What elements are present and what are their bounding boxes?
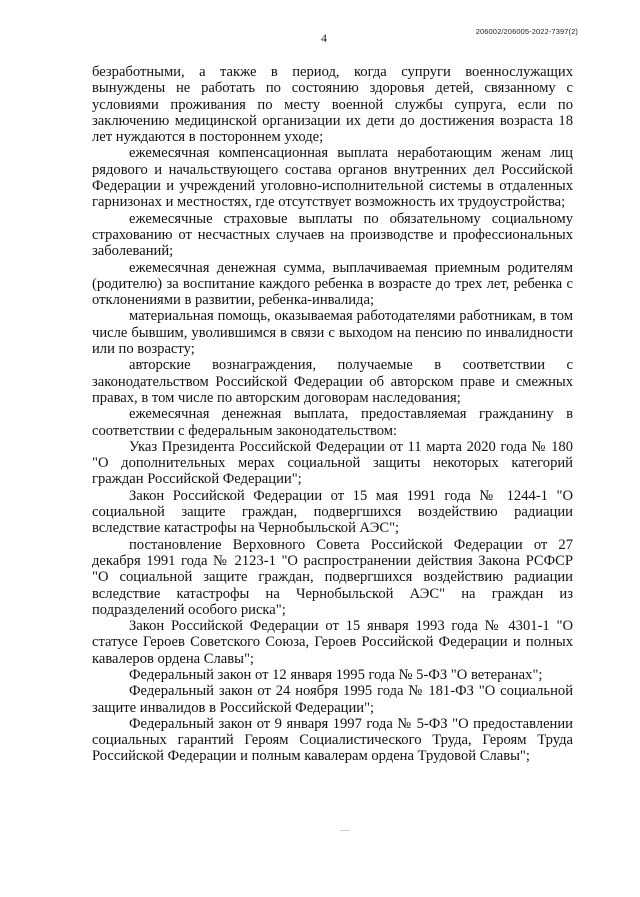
- paragraph-foster-parents: ежемесячная денежная сумма, выплачиваемая приемным родителям (родителю) за воспитание каждого ребенка в возрасте до трех лет, ребенка с отклонениями в развитии, ребенка-инвалида;: [92, 259, 573, 309]
- paragraph-monthly-payment: ежемесячная денежная выплата, предоставляемая гражданину в соответствии с федеральным законодательством:: [92, 406, 573, 439]
- paragraph-law-4301-1: Закон Российской Федерации от 15 января 1993 года № 4301-1 "О статусе Героев Советского Союза, Героев Российской Федерации и полных кавалеров ордена Славы";: [92, 618, 573, 667]
- paragraph-law-5-fz-veterans: Федеральный закон от 12 января 1995 года № 5-ФЗ "О ветеранах";: [129, 666, 543, 683]
- paragraph-presidential-decree: Указ Президента Российской Федерации от 11 марта 2020 года № 180 "О дополнительных мерах социальной защиты некоторых категорий граждан Российской Федерации";: [92, 438, 573, 488]
- paragraph-insurance-payments: ежемесячные страховые выплаты по обязательному социальному страхованию от несчастных случаев на производстве и профессиональных заболеваний;: [92, 210, 573, 260]
- scan-artifact: [340, 830, 350, 831]
- paragraph-unemployed-spouses: безработными, а также в период, когда супруги военнослужащих вынуждены не работать по состоянию здоровья детей, связанному с условиями проживания по месту военной службы супруга, если по заключению медицинской организации их дети до достижения возраста 18 лет нуждаются в постороннем уходе;: [92, 64, 573, 146]
- paragraph-compensation-wives: ежемесячная компенсационная выплата неработающим женам лиц рядового и начальствующего состава органов внутренних дел Российской Федерации и учреждений уголовно-исполнительной системы в отдаленных гарнизонах и местностях, где отсутствует возможность их трудоустройства;: [92, 145, 573, 211]
- paragraph-author-fees: авторские вознаграждения, получаемые в соответствии с законодательством Российской Федерации об авторском праве и смежных правах, в том числе по авторским договорам наследования;: [92, 357, 573, 406]
- paragraph-material-aid: материальная помощь, оказываемая работодателями работникам, в том числе бывшим, уволившимся в связи с выходом на пенсию по инвалидности или по возрасту;: [92, 308, 573, 358]
- paragraph-law-181-fz: Федеральный закон от 24 ноября 1995 года № 181-ФЗ "О социальной защите инвалидов в Российской Федерации";: [92, 683, 573, 716]
- page-number: 4: [321, 31, 327, 45]
- paragraph-resolution-2123-1: постановление Верховного Совета Российской Федерации от 27 декабря 1991 года № 2123-1 "О распространении действия Закона РСФСР "О социальной защите граждан, подвергшихся воздействию радиации вследствие катастрофы на Чернобыльской АЭС" на граждан из подразделений особого риска";: [92, 536, 573, 618]
- paragraph-law-1244-1: Закон Российской Федерации от 15 мая 1991 года № 1244-1 "О социальной защите граждан, подвергшихся воздействию радиации вследствие катастрофы на Чернобыльской АЭС";: [92, 487, 573, 537]
- paragraph-law-5-fz-heroes: Федеральный закон от 9 января 1997 года № 5-ФЗ "О предоставлении социальных гарантий Героям Социалистического Труда, Героям Труда Российской Федерации и полным кавалерам ордена Трудовой Славы";: [92, 715, 573, 765]
- document-registration-number: 206002/206005-2022-7397(2): [475, 27, 578, 36]
- document-body: [92, 64, 573, 765]
